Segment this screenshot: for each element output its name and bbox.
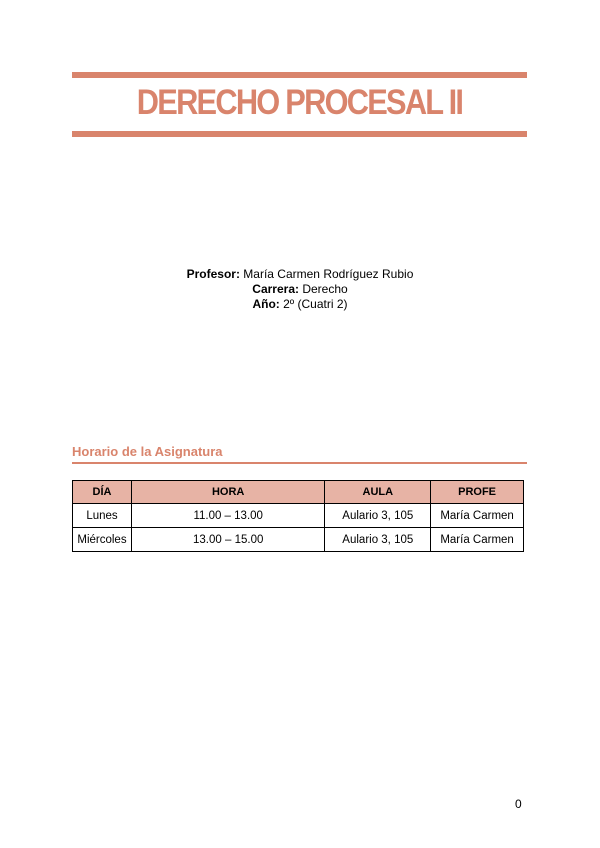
title-bottom-rule [72, 131, 527, 137]
header-dia: DÍA [73, 481, 132, 504]
header-hora: HORA [131, 481, 324, 504]
course-info [0, 267, 600, 312]
anio-label: Año: [252, 297, 280, 311]
cell-aula: Aulario 3, 105 [325, 528, 431, 552]
cell-hora: 13.00 – 15.00 [131, 528, 324, 552]
cell-aula: Aulario 3, 105 [325, 504, 431, 528]
page-number: 0 [515, 797, 522, 811]
carrera-label: Carrera: [252, 282, 299, 296]
table-header-row [73, 481, 524, 504]
cell-hora: 11.00 – 13.00 [131, 504, 324, 528]
title-top-rule [72, 72, 527, 78]
cell-profe: María Carmen [431, 528, 524, 552]
table-row [73, 528, 524, 552]
profesor-row [0, 267, 600, 282]
document-title: DERECHO PROCESAL II [136, 83, 463, 122]
cell-dia: Lunes [73, 504, 132, 528]
profesor-label: Profesor: [186, 267, 240, 281]
anio-value: 2º (Cuatri 2) [283, 297, 348, 311]
carrera-row [0, 282, 600, 297]
schedule-section-title: Horario de la Asignatura [72, 444, 223, 459]
table-row [73, 504, 524, 528]
carrera-value: Derecho [302, 282, 348, 296]
section-rule [72, 462, 527, 464]
profesor-value: María Carmen Rodríguez Rubio [243, 267, 414, 281]
cell-dia: Miércoles [73, 528, 132, 552]
cell-profe: María Carmen [431, 504, 524, 528]
header-profe: PROFE [431, 481, 524, 504]
schedule-table [72, 480, 524, 552]
header-aula: AULA [325, 481, 431, 504]
anio-row [0, 297, 600, 312]
